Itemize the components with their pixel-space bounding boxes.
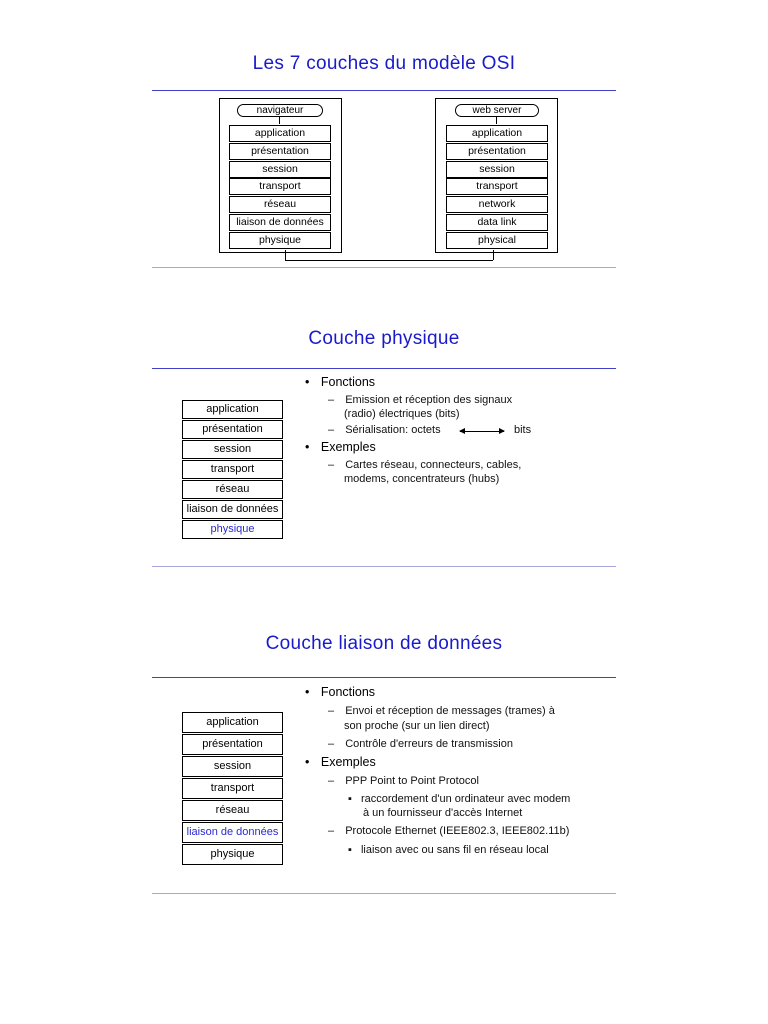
sub-item-continuation: (radio) électriques (bits) xyxy=(344,408,460,420)
sub-item: – Cartes réseau, connecteurs, cables, xyxy=(328,459,522,471)
slide-title: Les 7 couches du modèle OSI xyxy=(252,53,516,74)
layer-3: session xyxy=(229,161,331,178)
layer-2: présentation xyxy=(446,143,548,160)
layer-1: application xyxy=(182,712,283,733)
subsub-item: ▪ liaison avec ou sans fil en réseau local xyxy=(348,844,549,856)
layer-6: liaison de données xyxy=(229,214,331,231)
layer-4: transport xyxy=(182,460,283,479)
bottom-rule xyxy=(152,893,616,894)
sub-item: – Contrôle d'erreurs de transmission xyxy=(328,738,513,750)
sub-item-continuation: son proche (sur un lien direct) xyxy=(344,720,490,732)
layer-3: session xyxy=(182,440,283,459)
sub-item: – Envoi et réception de messages (trames) à xyxy=(328,705,555,717)
connector-line xyxy=(279,116,280,124)
layer-6: liaison de données xyxy=(182,822,283,843)
layer-1: application xyxy=(182,400,283,419)
bottom-rule xyxy=(152,566,616,567)
sub-item: – Emission et réception des signaux xyxy=(328,394,513,406)
layer-7: physical xyxy=(446,232,548,249)
layer-2: présentation xyxy=(182,734,283,755)
layer-4: transport xyxy=(182,778,283,799)
layer-7: physique xyxy=(229,232,331,249)
title-rule xyxy=(152,90,616,91)
layer-1: application xyxy=(446,125,548,142)
slide-title: Couche liaison de données xyxy=(265,633,503,654)
title-rule xyxy=(152,677,616,678)
double-arrow-icon xyxy=(460,431,504,432)
bottom-rule xyxy=(152,267,616,268)
link-line xyxy=(493,250,494,260)
layer-5: réseau xyxy=(182,800,283,821)
layer-5: réseau xyxy=(229,196,331,213)
sub-item: – Protocole Ethernet (IEEE802.3, IEEE802.11b) xyxy=(328,825,570,837)
layer-5: network xyxy=(446,196,548,213)
bullet-exemples: • Exemples xyxy=(305,755,376,769)
server-app-label: web server xyxy=(455,104,539,117)
sub-item: – PPP Point to Point Protocol xyxy=(328,775,479,787)
layer-6: liaison de données xyxy=(182,500,283,519)
layer-7: physique xyxy=(182,520,283,539)
subsub-item-continuation: à un fournisseur d'accès Internet xyxy=(363,807,523,819)
layer-4: transport xyxy=(229,178,331,195)
layer-2: présentation xyxy=(182,420,283,439)
sub-item: – Sérialisation: octets xyxy=(328,424,441,436)
bullet-fonctions: • Fonctions xyxy=(305,375,376,389)
client-app-label: navigateur xyxy=(237,104,323,117)
subsub-item: ▪ raccordement d'un ordinateur avec modem xyxy=(348,793,571,805)
physical-link-line xyxy=(285,260,493,261)
layer-1: application xyxy=(229,125,331,142)
layer-3: session xyxy=(182,756,283,777)
bullet-fonctions: • Fonctions xyxy=(305,685,376,699)
sub-item-continuation: modems, concentrateurs (hubs) xyxy=(344,473,500,485)
layer-5: réseau xyxy=(182,480,283,499)
connector-line xyxy=(496,116,497,124)
layer-3: session xyxy=(446,161,548,178)
layer-6: data link xyxy=(446,214,548,231)
link-line xyxy=(285,250,286,260)
title-rule xyxy=(152,368,616,369)
layer-4: transport xyxy=(446,178,548,195)
layer-2: présentation xyxy=(229,143,331,160)
bullet-exemples: • Exemples xyxy=(305,440,376,454)
layer-7: physique xyxy=(182,844,283,865)
sub-item-right: bits xyxy=(514,424,532,436)
slide-title: Couche physique xyxy=(308,328,460,349)
